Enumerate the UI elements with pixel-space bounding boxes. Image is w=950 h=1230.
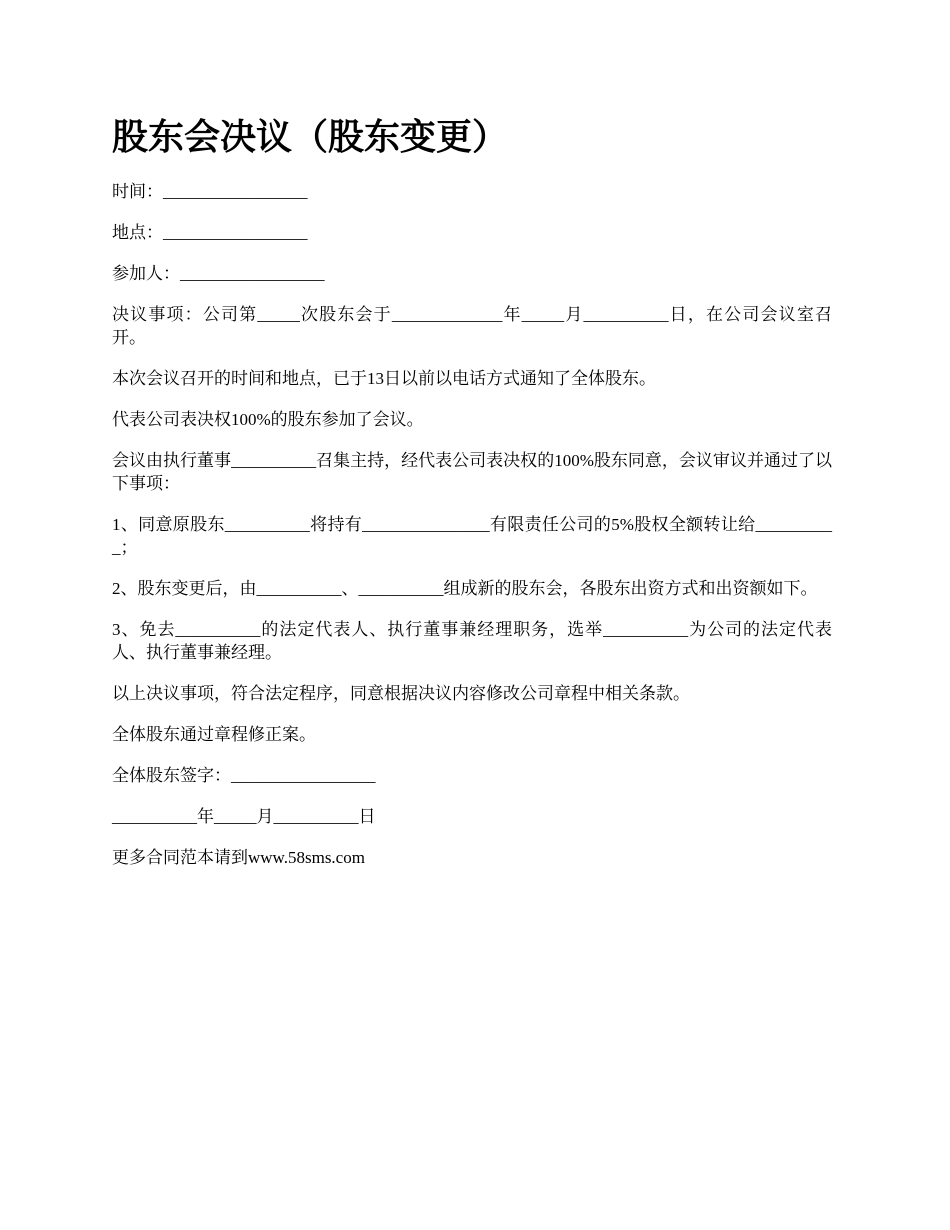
attendees-line: 参加人：_________________: [112, 264, 325, 283]
date-line: __________年_____月__________日: [112, 807, 376, 826]
compliance-paragraph: 以上决议事项，符合法定程序，同意根据决议内容修改公司章程中相关条款。: [112, 684, 690, 703]
meeting-time-line: 时间：_________________: [112, 182, 308, 201]
resolution-matter-paragraph: 决议事项：公司第_____次股东会于_____________年_____月__________日，在公司会议室召开。: [112, 305, 832, 347]
signature-line: 全体股东签字：_________________: [112, 766, 376, 785]
document-title: 股东会决议（股东变更）: [112, 116, 509, 158]
footer-website-note: 更多合同范本请到www.58sms.com: [112, 848, 365, 867]
document-page: [112, 112, 832, 887]
item-3-legal-representative: 3、免去__________的法定代表人、执行董事兼经理职务，选举__________为公司的法定代表人、执行董事兼经理。: [112, 620, 832, 662]
item-2-new-shareholders: 2、股东变更后，由__________、__________组成新的股东会，各股东出资方式和出资额如下。: [112, 579, 818, 598]
attendance-paragraph: 代表公司表决权100%的股东参加了会议。: [112, 410, 424, 429]
chair-paragraph: 会议由执行董事__________召集主持，经代表公司表决权的100%股东同意，会议审议并通过了以下事项：: [112, 451, 832, 493]
meeting-location-line: 地点：_________________: [112, 223, 308, 242]
amendment-paragraph: 全体股东通过章程修正案。: [112, 725, 316, 744]
notice-paragraph: 本次会议召开的时间和地点，已于13日以前以电话方式通知了全体股东。: [112, 369, 656, 388]
item-1-share-transfer: 1、同意原股东__________将持有_______________有限责任公司的5%股权全额转让给__________；: [112, 515, 832, 557]
